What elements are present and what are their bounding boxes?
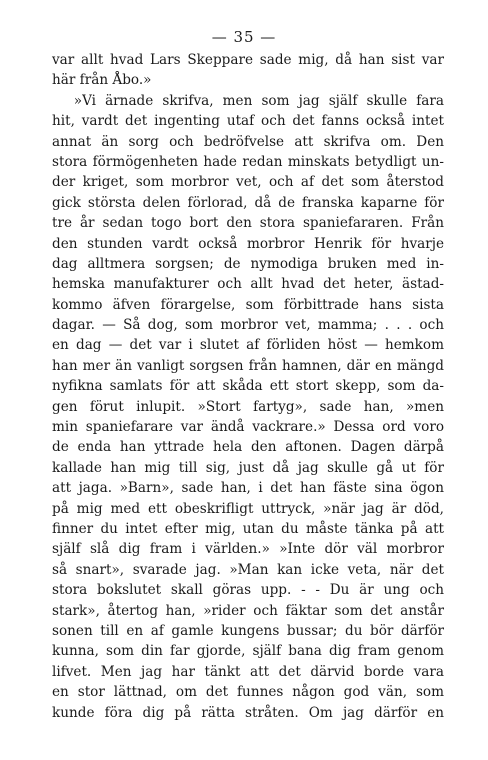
text-line: var allt hvad Lars Skeppare sade mig, då han sist var xyxy=(52,52,444,68)
text-line: kunde föra dig på rätta stråten. Om jag därför en xyxy=(52,704,444,721)
text-line: här från Åbo.» xyxy=(52,72,152,89)
text-line: kunna, som din far gjorde, själf bana dig fram genom xyxy=(52,643,444,660)
text-line: att jaga. »Barn», sade han, i det han fäste sina ögon xyxy=(52,480,444,497)
text-line: stora bokslutet skall göras upp. - - Du är ung och xyxy=(52,582,444,599)
text-line: så snart», svarade jag. »Man kan icke veta, när det xyxy=(52,561,444,578)
text-line: de enda han yttrade hela den aftonen. Dagen därpå xyxy=(52,439,444,456)
text-line: stark», återtog han, »rider och fäktar som det anstår xyxy=(52,602,444,619)
text-line: finner du intet efter mig, utan du måste tänka på att xyxy=(52,520,444,537)
text-line: kallade han mig till sig, just då jag skulle gå ut för xyxy=(52,459,444,476)
text-line: en stor lättnad, om det funnes någon god vän, som xyxy=(52,684,444,701)
text-line: hemska manufakturer och allt hvad det heter, ästad- xyxy=(52,276,444,293)
page-number: — 35 — xyxy=(211,28,277,46)
text-line: på mig med ett obeskrifligt uttryck, »när jag är död, xyxy=(52,500,444,517)
text-line: dagar. — Så dog, som morbror vet, mamma; . . . och xyxy=(52,317,444,334)
text-line: sonen till en af gamle kungens bussar; du bör därför xyxy=(52,622,444,639)
text-line: hit, vardt det ingenting utaf och det fanns också intet xyxy=(52,113,444,130)
text-line: stora förmögenheten hade redan minskats betydligt un- xyxy=(52,153,444,170)
text-line: min spaniefarare var ändå vackrare.» Dessa ord voro xyxy=(52,419,444,436)
text-line: han mer än vanligt sorgsen från hamnen, där en mängd xyxy=(52,357,444,374)
text-line: dag alltmera sorgsen; de nymodiga bruken med in- xyxy=(52,255,444,272)
text-line: tre år sedan togo bort den stora spaniefararen. Från xyxy=(52,215,444,232)
text-line: den stunden vardt också morbror Henrik för hvarje xyxy=(52,235,444,252)
text-line: en dag — det var i slutet af förliden höst — hemkom xyxy=(52,337,444,354)
text-line: kommo äfven förargelse, som förbittrade hans sista xyxy=(52,296,444,313)
text-line: lifvet. Men jag har tänkt att det därvid borde vara xyxy=(52,663,444,680)
text-line: gen förut inlupit. »Stort fartyg», sade han, »men xyxy=(52,398,444,415)
text-line: själf slå dig fram i världen.» »Inte dör väl morbror xyxy=(52,541,444,558)
text-line: der kriget, som morbror vet, och af det som återstod xyxy=(52,174,444,191)
body-text xyxy=(52,50,444,723)
text-line: nyfikna samlats för att skåda ett stort skepp, som da- xyxy=(52,378,444,395)
text-line: gick största delen förlorad, då de franska kaparne för xyxy=(52,194,444,211)
text-line: annat än sorg och bedröfvelse att skrifva om. Den xyxy=(52,133,444,150)
text-line: »Vi ärnade skrifva, men som jag själf skulle fara xyxy=(73,92,444,109)
